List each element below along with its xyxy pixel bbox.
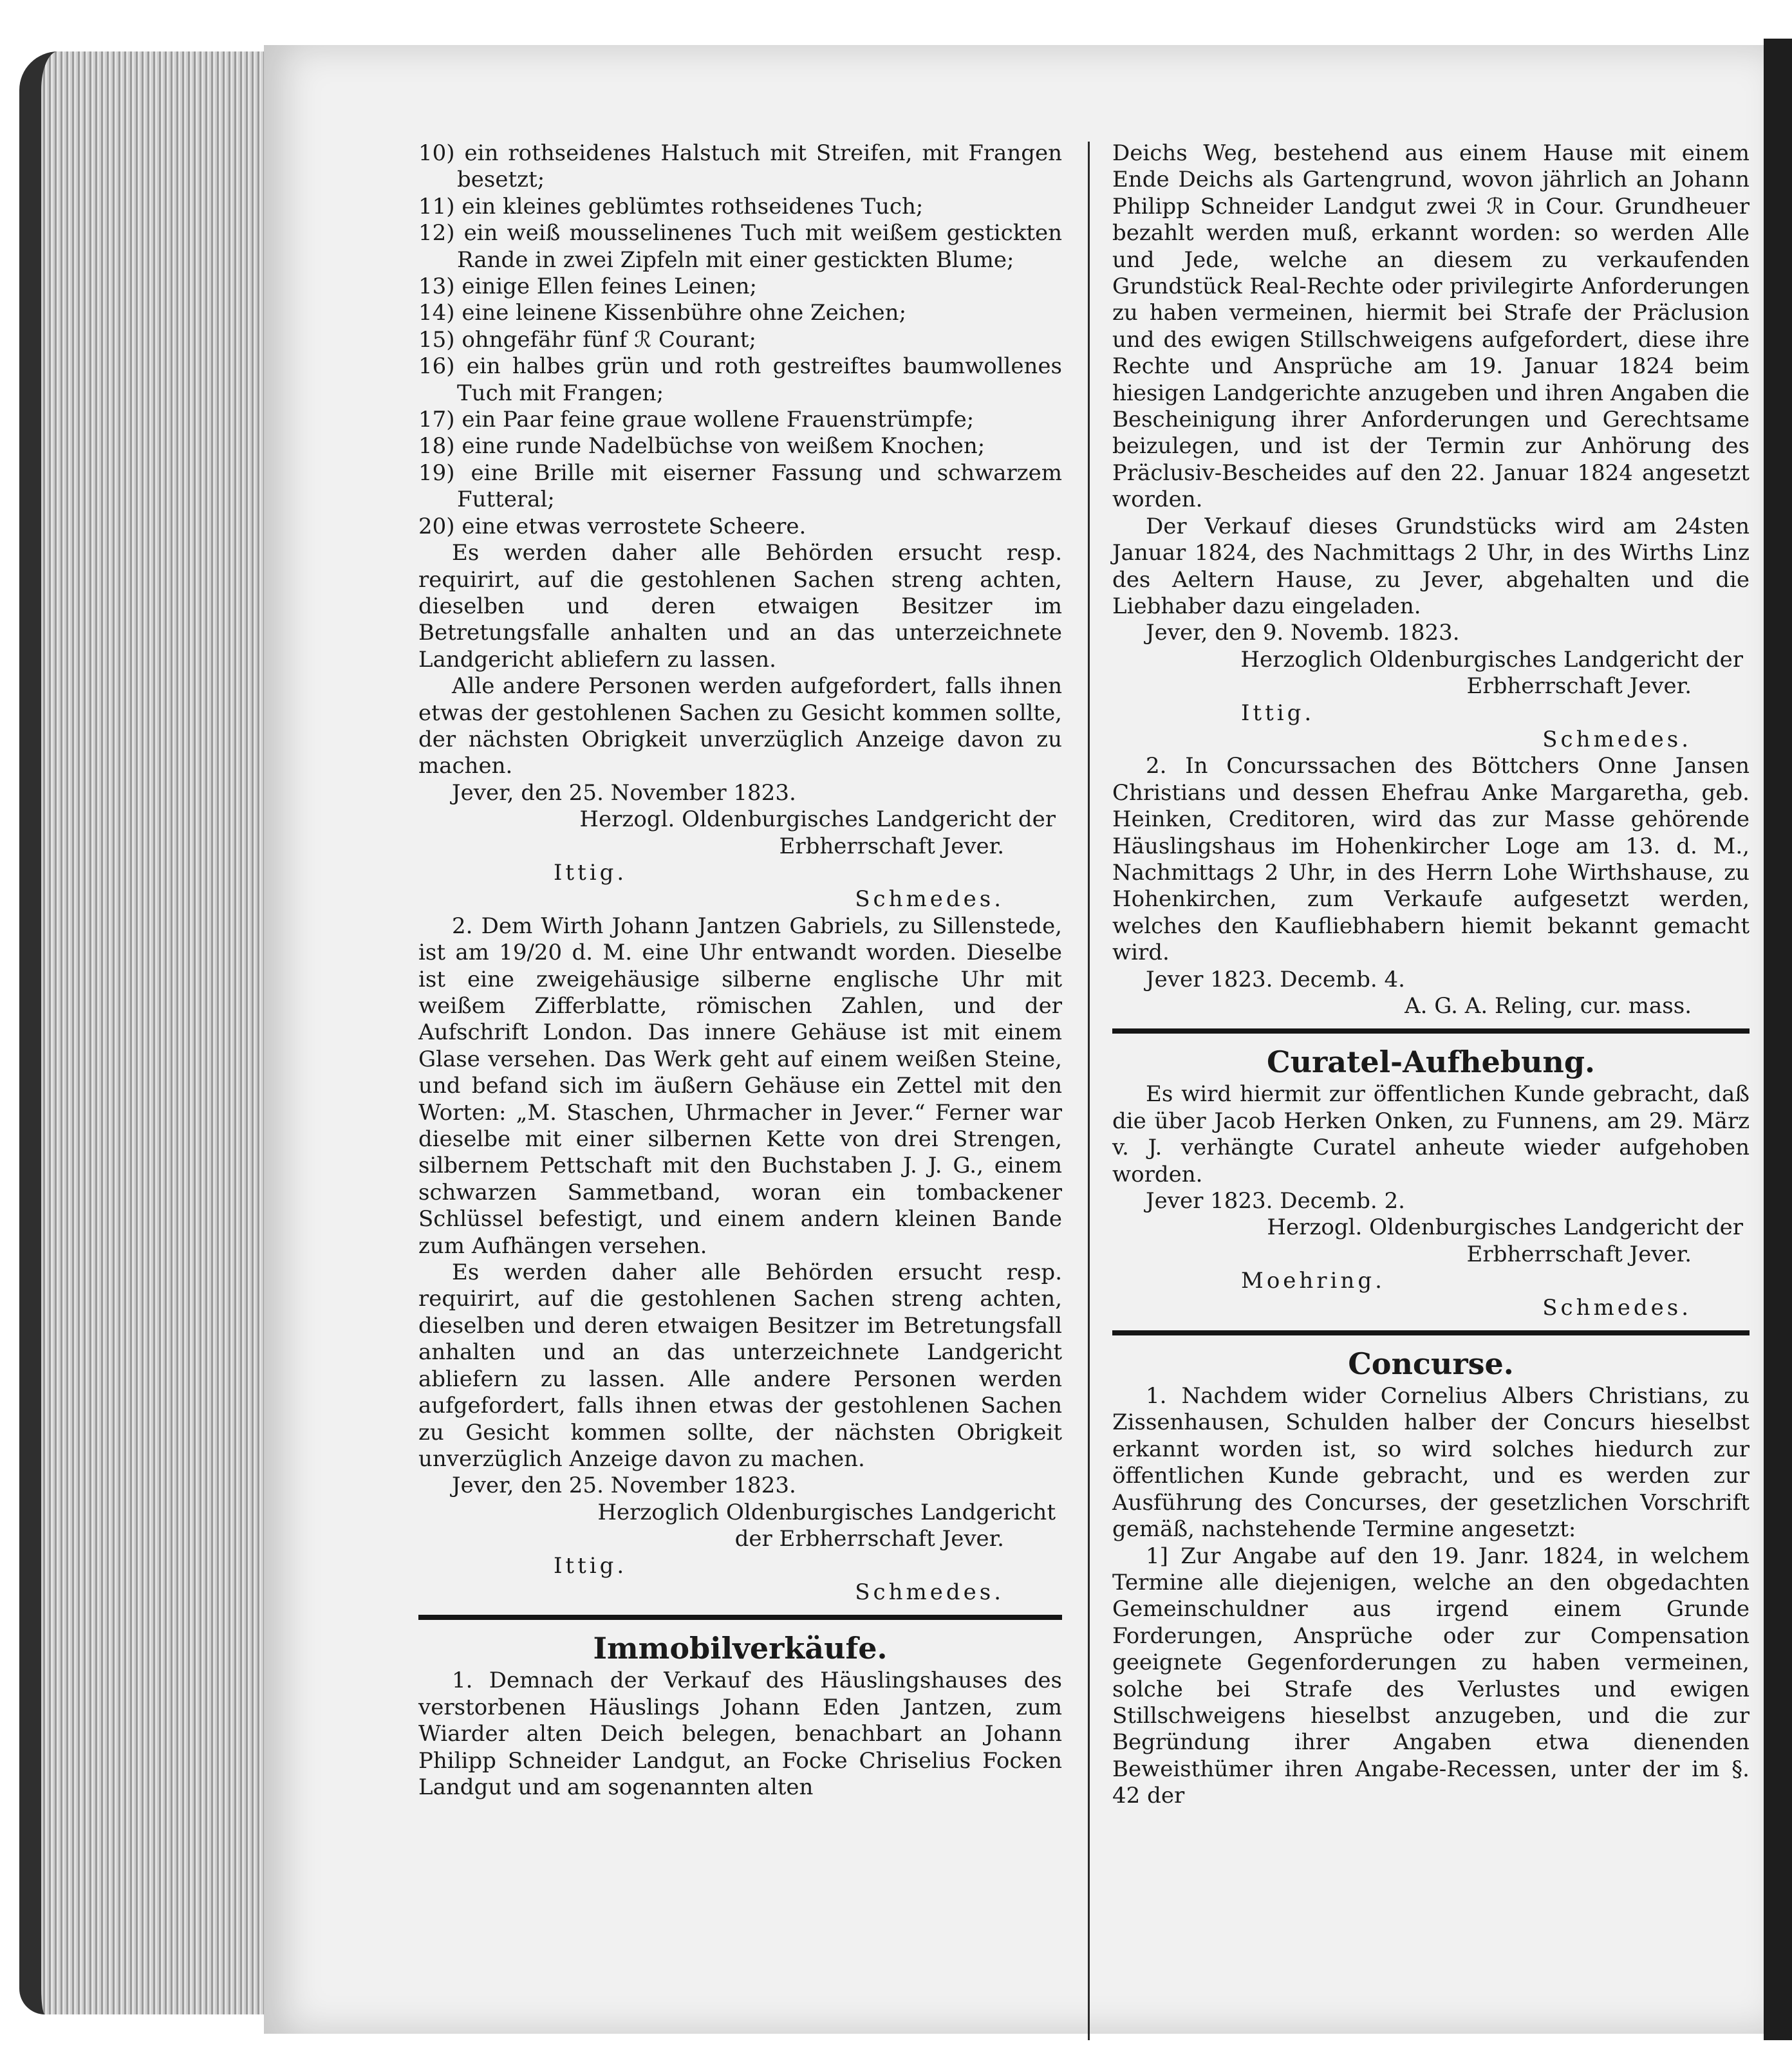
paragraph: Der Verkauf dieses Grundstücks wird am 24sten Januar 1824, des Nachmittags 2 Uhr, in des Wirths Linz des Aeltern Hause, zu Jever, abgehalten und die Liebhaber dazu eingeladen. [1112, 513, 1750, 619]
court-name: Erbherrschaft Jever. [1466, 1241, 1692, 1267]
court-name: Herzoglich Oldenburgisches Landgericht der [1240, 646, 1743, 673]
list-item: 10) ein rothseidenes Halstuch mit Streifen, mit Frangen besetzt; [418, 140, 1062, 193]
signature: Schmedes. [1542, 1294, 1692, 1321]
left-column [418, 140, 1062, 1801]
court-name: Herzogl. Oldenburgisches Landgericht der [579, 806, 1056, 833]
paragraph: 1] Zur Angabe auf den 19. Janr. 1824, in welchem Termine alle diejenigen, welche an den obgedachten Gemeinschuldner aus irgend einem Grunde Forderungen, Ansprüche oder zur Compensation geeignete Gegenforderungen zu haben vermeinen, solche bei Strafe des Verlustes und ewigen Stillschweigens hieselbst anzugeben, und die zur Begründung ihrer Angaben etwa dienenden Beweisthümer ihren Angabe-Recessen, unter der im §. 42 der [1112, 1543, 1750, 1809]
signature: Ittig. [1241, 700, 1315, 726]
book-page-edges [19, 51, 286, 2014]
paragraph: Es wird hiermit zur öffentlichen Kunde gebracht, daß die über Jacob Herken Onken, zu Funnens, am 29. März v. J. verhängte Curatel anheute wieder aufgehoben worden. [1112, 1081, 1750, 1187]
court-name: der Erbherrschaft Jever. [734, 1526, 1004, 1552]
paragraph: Alle andere Personen werden aufgefordert, falls ihnen etwas der gestohlenen Sachen zu Gesicht kommen sollte, der nächsten Obrigkeit unverzüglich Anzeige davon zu machen. [418, 673, 1062, 779]
court-name: Herzoglich Oldenburgisches Landgericht [597, 1499, 1056, 1525]
paragraph: Jever, den 9. Novemb. 1823. [1146, 620, 1460, 646]
list-item: 15) ohngefähr fünf ℛ Courant; [418, 326, 756, 353]
section-heading: Curatel-Aufhebung. [1266, 1045, 1596, 1080]
court-name: A. G. A. Reling, cur. mass. [1405, 993, 1692, 1019]
section-rule [1112, 1028, 1750, 1034]
right-column [1112, 140, 1750, 1810]
list-item: 17) ein Paar feine graue wollene Frauenstrümpfe; [418, 407, 975, 433]
signature: Ittig. [554, 859, 628, 886]
paragraph: 2. Dem Wirth Johann Jantzen Gabriels, zu Sillenstede, ist am 19/20 d. M. eine Uhr entwandt worden. Dieselbe ist eine zweigehäusige silberne englische Uhr mit weißem Zifferblatte, römischen Zahlen, und der Aufschrift London. Das innere Gehäuse ist mit einem Glase versehen. Das Werk geht auf einem weißen Steine, und befand sich im äußern Gehäuse ein Zettel mit den Worten: „M. Staschen, Uhrmacher in Jever.“ Ferner war dieselbe mit einer silbernen Kette von drei Strengen, silbernem Pettschaft mit den Buchstaben J. J. G., einem schwarzen Sammetband, woran ein tombackener Schlüssel befestigt, und einem andern kleinen Bande zum Aufhängen versehen. [418, 913, 1062, 1259]
paragraph: 1. Nachdem wider Cornelius Albers Christians, zu Zissenhausen, Schulden halber der Concurs hieselbst erkannt worden ist, so wird solches hiedurch zur öffentlichen Kunde gebracht, und es werden zur Ausführung des Concurses, der gesetzlichen Vorschrift gemäß, nachstehende Termine angesetzt: [1112, 1383, 1750, 1543]
signature: Ittig. [554, 1552, 628, 1579]
paragraph: Jever, den 25. November 1823. [452, 1473, 796, 1499]
court-name: Erbherrschaft Jever. [779, 833, 1004, 859]
list-item: 13) einige Ellen feines Leinen; [418, 274, 757, 300]
paragraph: 1. Demnach der Verkauf des Häuslingshauses des verstorbenen Häuslings Johann Eden Jantzen, zum Wiarder alten Deich belegen, benachbart an Johann Philipp Schneider Landgut, an Focke Chriselius Focken Landgut und am sogenannten alten [418, 1668, 1062, 1800]
paragraph: Jever 1823. Decemb. 2. [1146, 1188, 1405, 1214]
paragraph: Es werden daher alle Behörden ersucht resp. requirirt, auf die gestohlenen Sachen streng achten, dieselben und deren etwaigen Besitzer im Betretungsfalle anhalten und an das unterzeichnete Landgericht abliefern zu lassen. [418, 540, 1062, 673]
list-item: 19) eine Brille mit eiserner Fassung und schwarzem Futteral; [418, 460, 1062, 513]
list-item: 11) ein kleines geblümtes rothseidenes Tuch; [418, 193, 924, 219]
column-divider [1088, 142, 1090, 2040]
section-heading: Immobilverkäufe. [593, 1631, 888, 1666]
list-item: 18) eine runde Nadelbüchse von weißem Knochen; [418, 433, 985, 460]
signature: Schmedes. [855, 886, 1004, 913]
court-name: Erbherrschaft Jever. [1466, 673, 1692, 700]
paragraph: Jever 1823. Decemb. 4. [1146, 966, 1405, 992]
section-heading: Concurse. [1348, 1346, 1514, 1382]
signature: Schmedes. [855, 1579, 1004, 1605]
list-item: 14) eine leinene Kissenbühre ohne Zeichen; [418, 300, 907, 326]
section-rule [418, 1615, 1062, 1620]
paragraph: Jever, den 25. November 1823. [452, 779, 796, 806]
paragraph: Es werden daher alle Behörden ersucht resp. requirirt, auf die gestohlenen Sachen streng achten, dieselben und deren etwaigen Besitzer im Betretungsfall anhalten und an das unterzeichnete Landgericht abliefern zu lassen. Alle andere Personen werden aufgefordert, falls ihnen etwas der gestohlenen Sachen zu Gesicht kommen sollte, der nächsten Obrigkeit unverzüglich Anzeige davon zu machen. [418, 1260, 1062, 1472]
paragraph: Deichs Weg, bestehend aus einem Hause mit einem Ende Deichs als Gartengrund, wovon jährlich an Johann Philipp Schneider Landgut zwei ℛ in Cour. Grundheuer bezahlt werden muß, erkannt worden: so werden Alle und Jede, welche an diesem zu verkaufenden Grundstück Real-Rechte oder privilegirte Anforderungen zu haben vermeinen, hiermit bei Strafe der Präclusion und des ewigen Stillschweigens aufgefordert, diese ihre Rechte und Ansprüche am 19. Januar 1824 beim hiesigen Landgerichte anzugeben und ihren Angaben die Bescheinigung ihrer Anforderungen und Gerechtsame beizulegen, und ist der Termin zur Anhörung des Präclusiv-Bescheides auf den 22. Januar 1824 angesetzt worden. [1112, 140, 1750, 513]
paragraph: 2. In Concurssachen des Böttchers Onne Jansen Christians und dessen Ehefrau Anke Margaretha, geb. Heinken, Creditoren, wird das zur Masse gehörende Häuslingshaus im Hohenkircher Loge am 13. d. M., Nachmittags 2 Uhr, in des Herrn Lohe Wirthshause, zu Hohenkirchen, zum Verkaufe aufgesetzt werden, welches den Kaufliebhabern hiemit bekannt gemacht wird. [1112, 753, 1750, 966]
list-item: 20) eine etwas verrostete Scheere. [418, 513, 807, 539]
list-item: 12) ein weiß mousselinenes Tuch mit weißem gestickten Rande in zwei Zipfeln mit einer gestickten Blume; [418, 220, 1062, 273]
list-item: 16) ein halbes grün und roth gestreiftes baumwollenes Tuch mit Frangen; [418, 353, 1062, 406]
signature: Schmedes. [1542, 726, 1692, 752]
facing-page-edge [1764, 39, 1792, 2040]
court-name: Herzogl. Oldenburgisches Landgericht der [1267, 1214, 1743, 1241]
signature: Moehring. [1241, 1268, 1385, 1294]
section-rule [1112, 1330, 1750, 1335]
